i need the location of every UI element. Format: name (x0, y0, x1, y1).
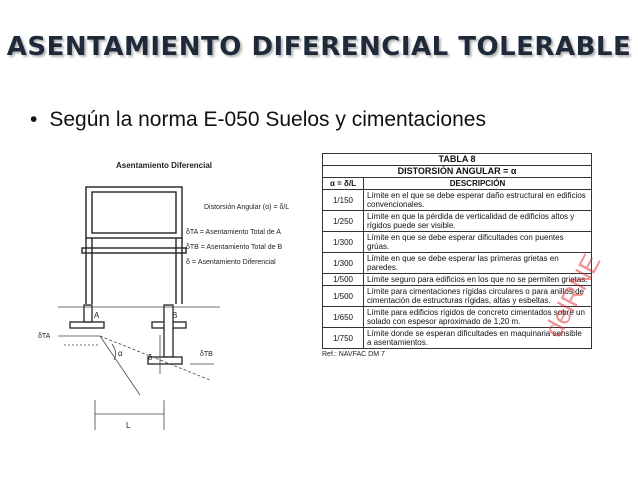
table-title: TABLA 8 (323, 154, 592, 166)
description-cell: Límite en el que se debe esperar daño estructural en edificios convencionales. (364, 190, 592, 211)
frame-structure (82, 187, 186, 304)
watermark: delRNE (538, 248, 607, 343)
ratio-cell: 1/250 (323, 211, 364, 232)
column-header-description: DESCRIPCIÓN (364, 178, 592, 190)
label-alpha: α (118, 349, 123, 358)
label-delta: δ (148, 353, 153, 362)
diagram-heading: Asentamiento Diferencial (116, 161, 213, 170)
legend-tb: δTB = Asentamiento Total de B (186, 244, 283, 251)
table-subtitle: DISTORSIÓN ANGULAR = α (323, 166, 592, 178)
table-row (323, 232, 592, 253)
column-header-ratio: α = δ/L (323, 178, 364, 190)
ratio-cell: 1/500 (323, 274, 364, 286)
footings (70, 305, 186, 364)
description-cell: Límite en que se debe esperar dificultades con puentes grúas. (364, 232, 592, 253)
ratio-cell: 1/150 (323, 190, 364, 211)
ratio-cell: 1/500 (323, 286, 364, 307)
slide-title: ASENTAMIENTO DIFERENCIAL TOLERABLE (6, 32, 632, 62)
description-cell: Límite para edificios rígidos de concreto cimentados sobre un solado con espesor aproximado de 1,20 m. (364, 307, 592, 328)
label-b: B (172, 311, 178, 320)
description-cell: Límite en que se debe esperar las primeras grietas en paredes. (364, 253, 592, 274)
label-l: L (126, 421, 131, 430)
legend-delta: δ = Asentamiento Diferencial (186, 259, 276, 266)
ratio-cell: 1/300 (323, 253, 364, 274)
legend-ta: δTA = Asentamiento Total de A (186, 229, 281, 236)
description-cell: Límite para cimentaciones rígidas circulares o para anillos de cimentación de estructuras rígidas, altas y esbeltas. (364, 286, 592, 307)
description-cell: Límite seguro para edificios en los que no se permiten grietas. (364, 274, 592, 286)
ratio-cell: 1/750 (323, 328, 364, 349)
description-cell: Límite en que la pérdida de verticalidad de edificios altos y rígidos puede ser visible. (364, 211, 592, 232)
label-dtb: δTB (200, 351, 213, 358)
table-row (323, 253, 592, 274)
ratio-cell: 1/650 (323, 307, 364, 328)
table-row (323, 190, 592, 211)
label-a: A (94, 311, 100, 320)
table-reference: Ref.: NAVFAC DM 7 (322, 351, 385, 358)
table-row (323, 211, 592, 232)
ratio-cell: 1/300 (323, 232, 364, 253)
bullet-text: Según la norma E-050 Suelos y cimentaciones (49, 108, 486, 131)
label-dta: δTA (38, 333, 51, 340)
description-cell: Límite donde se esperan dificultades en maquinaria sensible a asentamientos. (364, 328, 592, 349)
bullet-marker: • (30, 108, 38, 131)
formula: Distorsión Angular (α) = δ/L (204, 204, 290, 211)
table-row (323, 274, 592, 286)
